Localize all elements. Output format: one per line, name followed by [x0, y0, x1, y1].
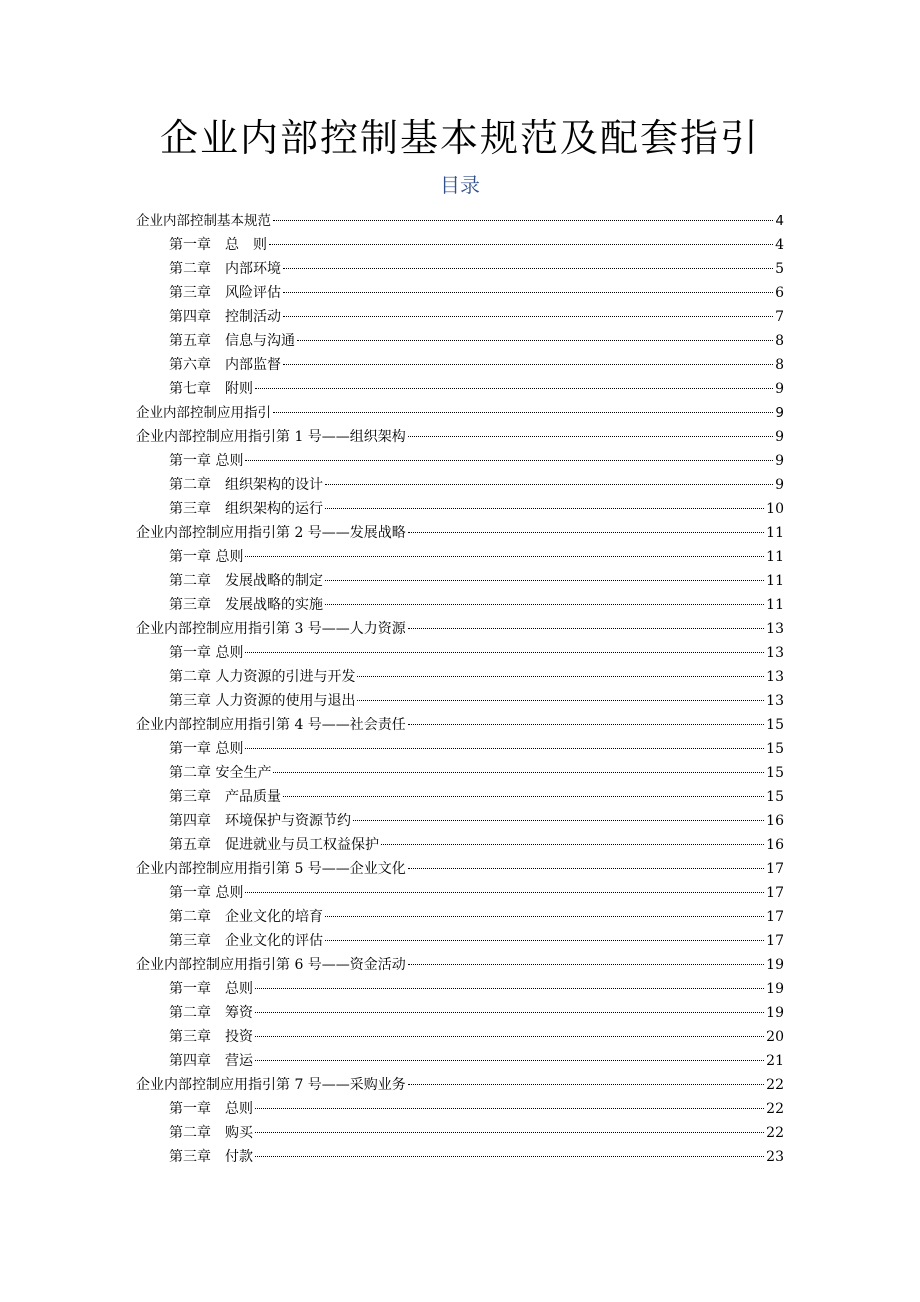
toc-entry[interactable]	[136, 665, 784, 689]
toc-entry-title: 第四章 营运	[169, 1053, 253, 1069]
toc-entry-page-number: 8	[775, 357, 784, 373]
toc-dot-leader	[273, 220, 773, 221]
toc-entry-title: 第三章 产品质量	[169, 789, 281, 805]
toc-dot-leader	[245, 892, 764, 893]
toc-dot-leader	[357, 676, 764, 677]
toc-dot-leader	[255, 1012, 764, 1013]
toc-entry-title: 第一章 总则	[169, 453, 244, 469]
toc-entry-page-number: 10	[766, 501, 784, 517]
toc-entry[interactable]	[136, 641, 784, 665]
toc-dot-leader	[325, 940, 764, 941]
toc-entry[interactable]	[136, 617, 784, 641]
toc-entry-title: 第二章 组织架构的设计	[169, 477, 323, 493]
toc-entry-title: 第七章 附则	[169, 381, 253, 397]
toc-entry-title: 企业内部控制应用指引第 4 号——社会责任	[136, 717, 406, 733]
toc-entry-page-number: 13	[766, 669, 784, 685]
toc-entry-title: 第四章 环境保护与资源节约	[169, 813, 351, 829]
toc-entry-title: 第五章 信息与沟通	[169, 333, 295, 349]
toc-dot-leader	[255, 1060, 764, 1061]
toc-entry[interactable]	[136, 1145, 784, 1169]
toc-entry-title: 企业内部控制应用指引	[136, 405, 271, 421]
toc-entry-page-number: 16	[766, 837, 784, 853]
toc-entry-page-number: 11	[766, 549, 784, 565]
toc-entry-page-number: 13	[766, 693, 784, 709]
toc-entry-title: 第五章 促进就业与员工权益保护	[169, 837, 379, 853]
toc-dot-leader	[408, 436, 773, 437]
toc-dot-leader	[325, 916, 764, 917]
toc-entry-title: 第三章 企业文化的评估	[169, 933, 323, 949]
toc-entry[interactable]	[136, 977, 784, 1001]
toc-entry[interactable]	[136, 1121, 784, 1145]
toc-entry-title: 第三章 付款	[169, 1149, 253, 1165]
toc-entry-title: 第一章 总则	[169, 549, 244, 565]
toc-entry-title: 第三章 人力资源的使用与退出	[169, 693, 356, 709]
toc-entry-page-number: 20	[766, 1029, 784, 1045]
toc-entry-page-number: 11	[766, 573, 784, 589]
toc-dot-leader	[353, 820, 764, 821]
toc-dot-leader	[325, 484, 773, 485]
toc-dot-leader	[408, 964, 764, 965]
toc-entry-title: 第二章 人力资源的引进与开发	[169, 669, 356, 685]
toc-entry[interactable]	[136, 521, 784, 545]
toc-entry-title: 第一章 总则	[169, 741, 244, 757]
toc-entry-title: 企业内部控制应用指引第 3 号——人力资源	[136, 621, 406, 637]
toc-entry[interactable]	[136, 1049, 784, 1073]
toc-entry-title: 企业内部控制应用指引第 5 号——企业文化	[136, 861, 406, 877]
toc-entry-page-number: 4	[775, 237, 784, 253]
toc-entry-title: 第二章 发展战略的制定	[169, 573, 323, 589]
toc-dot-leader	[255, 988, 764, 989]
toc-entry-title: 第二章 内部环境	[169, 261, 281, 277]
toc-dot-leader	[255, 1132, 764, 1133]
toc-entry[interactable]	[136, 569, 784, 593]
toc-dot-leader	[245, 748, 764, 749]
toc-dot-leader	[255, 1108, 764, 1109]
toc-entry-title: 企业内部控制基本规范	[136, 213, 271, 229]
toc-entry[interactable]	[136, 593, 784, 617]
toc-entry[interactable]	[136, 545, 784, 569]
toc-entry[interactable]	[136, 305, 784, 329]
toc-entry-page-number: 15	[766, 741, 784, 757]
toc-entry-page-number: 11	[766, 597, 784, 613]
toc-entry-page-number: 22	[766, 1077, 784, 1093]
toc-entry[interactable]	[136, 857, 784, 881]
toc-entry[interactable]	[136, 329, 784, 353]
toc-dot-leader	[255, 1156, 764, 1157]
toc-entry-page-number: 15	[766, 717, 784, 733]
toc-entry-page-number: 22	[766, 1101, 784, 1117]
toc-dot-leader	[408, 724, 764, 725]
toc-entry-page-number: 19	[766, 957, 784, 973]
toc-entry-page-number: 17	[766, 861, 784, 877]
toc-dot-leader	[381, 844, 764, 845]
toc-dot-leader	[255, 388, 773, 389]
toc-entry[interactable]	[136, 401, 784, 425]
toc-entry-title: 第二章 筹资	[169, 1005, 253, 1021]
toc-dot-leader	[357, 700, 764, 701]
toc-entry-title: 第六章 内部监督	[169, 357, 281, 373]
toc-entry-title: 第一章 总则	[169, 1101, 253, 1117]
toc-dot-leader	[283, 796, 764, 797]
toc-dot-leader	[283, 316, 773, 317]
toc-entry[interactable]	[136, 233, 784, 257]
toc-entry[interactable]	[136, 713, 784, 737]
toc-entry-page-number: 13	[766, 621, 784, 637]
table-of-contents	[136, 209, 784, 1169]
toc-entry-title: 企业内部控制应用指引第 2 号——发展战略	[136, 525, 406, 541]
toc-heading: 目录	[440, 173, 480, 197]
toc-entry[interactable]	[136, 497, 784, 521]
toc-entry-title: 企业内部控制应用指引第 7 号——采购业务	[136, 1077, 406, 1093]
toc-entry[interactable]	[136, 377, 784, 401]
toc-entry[interactable]	[136, 353, 784, 377]
toc-entry-page-number: 23	[766, 1149, 784, 1165]
toc-entry-page-number: 7	[775, 309, 784, 325]
toc-entry-page-number: 19	[766, 981, 784, 997]
toc-dot-leader	[408, 532, 764, 533]
toc-dot-leader	[325, 580, 764, 581]
toc-dot-leader	[297, 340, 773, 341]
toc-entry-page-number: 5	[775, 261, 784, 277]
toc-dot-leader	[325, 604, 764, 605]
toc-entry-page-number: 9	[775, 477, 784, 493]
toc-dot-leader	[408, 1084, 764, 1085]
toc-entry[interactable]	[136, 1097, 784, 1121]
toc-entry-page-number: 9	[775, 453, 784, 469]
toc-dot-leader	[408, 868, 764, 869]
toc-entry-title: 第三章 组织架构的运行	[169, 501, 323, 517]
toc-entry-page-number: 9	[775, 429, 784, 445]
toc-entry-title: 第三章 发展战略的实施	[169, 597, 323, 613]
toc-entry[interactable]	[136, 257, 784, 281]
toc-dot-leader	[255, 1036, 764, 1037]
toc-dot-leader	[245, 652, 764, 653]
toc-entry-page-number: 15	[766, 789, 784, 805]
toc-entry-title: 第一章 总则	[169, 645, 244, 661]
toc-dot-leader	[325, 508, 764, 509]
toc-entry[interactable]	[136, 281, 784, 305]
toc-dot-leader	[283, 292, 773, 293]
toc-dot-leader	[408, 628, 764, 629]
toc-entry-page-number: 16	[766, 813, 784, 829]
toc-entry[interactable]	[136, 929, 784, 953]
toc-entry-page-number: 19	[766, 1005, 784, 1021]
toc-entry[interactable]	[136, 905, 784, 929]
toc-entry-page-number: 13	[766, 645, 784, 661]
toc-entry[interactable]	[136, 761, 784, 785]
toc-entry-title: 第一章 总则	[169, 981, 253, 997]
toc-entry[interactable]	[136, 449, 784, 473]
toc-entry[interactable]	[136, 833, 784, 857]
toc-dot-leader	[269, 244, 773, 245]
toc-entry-page-number: 17	[766, 909, 784, 925]
toc-entry[interactable]	[136, 689, 784, 713]
toc-entry-page-number: 8	[775, 333, 784, 349]
toc-entry[interactable]	[136, 1025, 784, 1049]
toc-dot-leader	[273, 412, 773, 413]
toc-dot-leader	[283, 364, 773, 365]
toc-entry-page-number: 4	[775, 213, 784, 229]
toc-entry[interactable]	[136, 881, 784, 905]
toc-entry-title: 第二章 企业文化的培育	[169, 909, 323, 925]
toc-entry-title: 第四章 控制活动	[169, 309, 281, 325]
toc-entry-page-number: 15	[766, 765, 784, 781]
toc-entry-page-number: 22	[766, 1125, 784, 1141]
toc-entry[interactable]	[136, 737, 784, 761]
toc-entry[interactable]	[136, 1073, 784, 1097]
toc-entry[interactable]	[136, 785, 784, 809]
toc-entry[interactable]	[136, 809, 784, 833]
toc-entry[interactable]	[136, 1001, 784, 1025]
document-title: 企业内部控制基本规范及配套指引	[159, 116, 760, 160]
toc-entry-title: 第一章 总 则	[169, 237, 267, 253]
toc-entry[interactable]	[136, 473, 784, 497]
toc-entry-page-number: 11	[766, 525, 784, 541]
toc-dot-leader	[283, 268, 773, 269]
toc-entry-title: 第二章 安全生产	[169, 765, 272, 781]
toc-entry-title: 企业内部控制应用指引第 1 号——组织架构	[136, 429, 406, 445]
toc-entry-page-number: 21	[766, 1053, 784, 1069]
toc-dot-leader	[245, 460, 773, 461]
toc-entry-title: 第一章 总则	[169, 885, 244, 901]
toc-entry[interactable]	[136, 425, 784, 449]
toc-entry-page-number: 9	[775, 405, 784, 421]
toc-entry-page-number: 17	[766, 933, 784, 949]
toc-entry-page-number: 9	[775, 381, 784, 397]
toc-entry-page-number: 6	[775, 285, 784, 301]
toc-dot-leader	[273, 772, 764, 773]
toc-entry[interactable]	[136, 209, 784, 233]
toc-dot-leader	[245, 556, 764, 557]
toc-entry-page-number: 17	[766, 885, 784, 901]
toc-entry-title: 第三章 投资	[169, 1029, 253, 1045]
toc-entry-title: 企业内部控制应用指引第 6 号——资金活动	[136, 957, 406, 973]
toc-entry-title: 第二章 购买	[169, 1125, 253, 1141]
toc-entry[interactable]	[136, 953, 784, 977]
toc-entry-title: 第三章 风险评估	[169, 285, 281, 301]
